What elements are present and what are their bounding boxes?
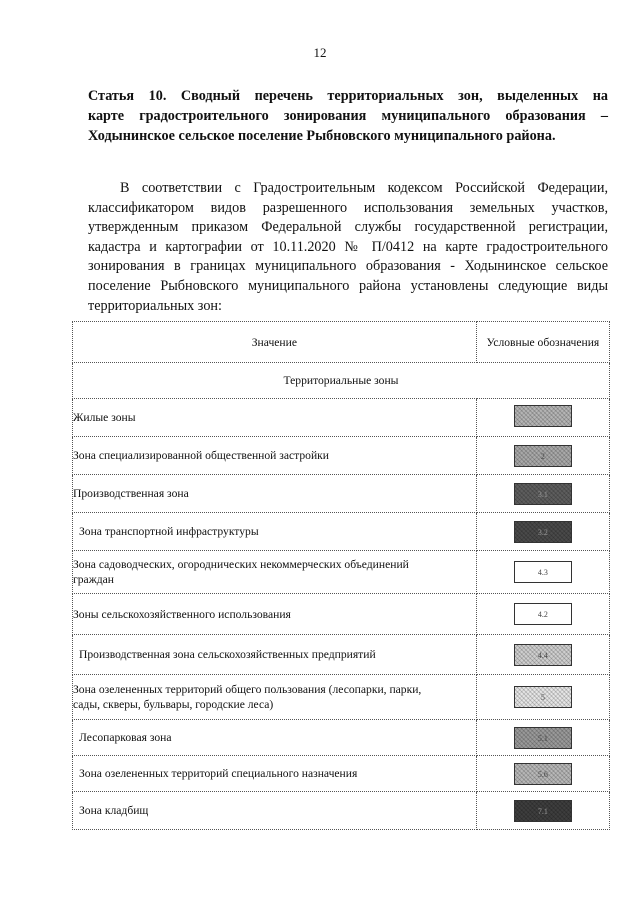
zone-name: Зона озелененных территорий специального назначения: [73, 756, 477, 792]
zone-name-line-1: Зона озелененных территорий общего пользования (лесопарки, парки,: [73, 683, 422, 696]
title-line-3: Ходынинское сельское поселение Рыбновского муниципального района.: [88, 128, 556, 144]
zone-name-line-2: граждан: [73, 573, 114, 586]
zone-legend-swatch: 4.2: [514, 603, 572, 625]
zone-legend-swatch: 5: [514, 686, 572, 708]
section-row: [73, 363, 610, 399]
zone-legend-swatch: 4.3: [514, 561, 572, 583]
zone-name: [73, 675, 477, 720]
zone-name: Производственная зона сельскохозяйственных предприятий: [73, 635, 477, 675]
title-line-2: карте градостроительного зонирования муниципального образования –: [88, 108, 608, 124]
title-line-1: Статья 10. Сводный перечень территориальных зон, выделенных на: [88, 88, 608, 104]
zone-legend-swatch: 5.1: [514, 727, 572, 749]
intro-line-3: утвержденным приказом Федеральной службы государственной регистрации,: [88, 219, 608, 236]
section-label: Территориальные зоны: [73, 363, 610, 399]
table-row: [73, 635, 610, 675]
zone-legend-swatch: 5.6: [514, 763, 572, 785]
zone-legend-swatch: 3.2: [514, 521, 572, 543]
zone-legend-swatch: 3.1: [514, 483, 572, 505]
page-number: 12: [313, 45, 327, 60]
zone-legend-swatch: 2: [514, 445, 572, 467]
zone-name: Жилые зоны: [73, 399, 477, 437]
header-meaning: Значение: [73, 322, 477, 363]
zone-legend-swatch: 4.4: [514, 644, 572, 666]
table-row: [73, 437, 610, 475]
table-row: [73, 399, 610, 437]
table-row: [73, 475, 610, 513]
zone-name: Зоны сельскохозяйственного использования: [73, 594, 477, 635]
table-row: [73, 675, 610, 720]
intro-line-1: В соответствии с Градостроительным кодексом Российской Федерации,: [120, 180, 608, 196]
zone-name: Зона специализированной общественной застройки: [73, 437, 477, 475]
table-row: [73, 513, 610, 551]
zone-name: Производственная зона: [73, 475, 477, 513]
zone-name-line-2: сады, скверы, бульвары, городские леса): [73, 698, 274, 711]
intro-line-6: поселение Рыбновского муниципального района установлены следующие виды: [88, 277, 608, 294]
header-symbol: Условные обозначения: [476, 322, 609, 363]
intro-line-5: зонирования в границах муниципального образования - Ходынинское сельское: [88, 258, 608, 275]
intro-line-4: кадастра и картографии от 10.11.2020 № П/0412 на карте градостроительного: [88, 238, 608, 255]
zone-name: Зона кладбищ: [73, 792, 477, 830]
zone-legend-swatch: 7.1: [514, 800, 572, 822]
table-row: [73, 756, 610, 792]
table-header-row: [73, 322, 610, 363]
table-row: [73, 720, 610, 756]
intro-line-7: территориальных зон:: [88, 297, 222, 314]
table-row: [73, 551, 610, 594]
intro-line-2: классификатором видов разрешенного использования земельных участков,: [88, 199, 608, 216]
intro-paragraph: [88, 179, 608, 316]
table-row: [73, 594, 610, 635]
zone-name: Зона транспортной инфраструктуры: [73, 513, 477, 551]
table-row: [73, 792, 610, 830]
article-title: [88, 86, 608, 146]
zone-name: [73, 551, 477, 594]
zones-table: [72, 321, 610, 830]
zone-name-line-1: Зона садоводческих, огороднических некоммерческих объединений: [73, 558, 409, 571]
zone-name: Лесопарковая зона: [73, 720, 477, 756]
zone-legend-swatch: [514, 405, 572, 427]
